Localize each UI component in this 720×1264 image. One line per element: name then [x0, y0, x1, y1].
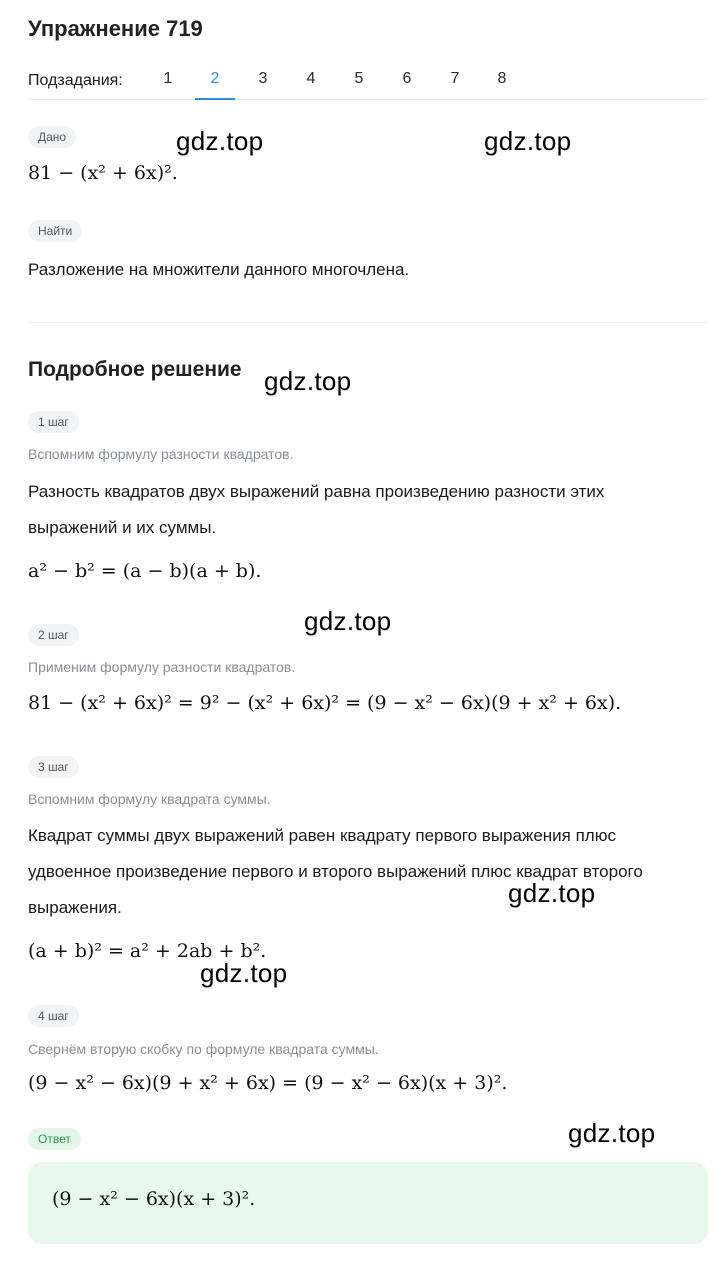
subtask-tab-6[interactable]: 6: [402, 70, 412, 87]
solution-title: Подробное решение: [28, 358, 242, 381]
divider: [28, 322, 708, 323]
step-2-badge: 2 шаг: [28, 624, 79, 646]
answer-formula: (9 − x² − 6x)(x + 3)².: [52, 1188, 256, 1210]
step-4-hint: Свернём вторую скобку по формуле квадрата суммы.: [28, 1041, 379, 1057]
step-2-formula: 81 − (x² + 6x)² = 9² − (x² + 6x)² = (9 − x² − 6x)(9 + x² + 6x).: [28, 692, 622, 714]
subtasks-nav: [28, 68, 708, 100]
find-badge: Найти: [28, 220, 82, 242]
subtask-tab-5[interactable]: 5: [354, 70, 364, 87]
subtask-tab-8[interactable]: 8: [497, 70, 507, 87]
step-1-text: Разность квадратов двух выражений равна произведению разности этих выражений и их суммы.: [28, 482, 605, 537]
step-1-formula: a² − b² = (a − b)(a + b).: [28, 560, 262, 582]
watermark: gdz.top: [484, 126, 572, 156]
subtask-tab-4[interactable]: 4: [306, 70, 316, 87]
given-expression: 81 − (x² + 6x)².: [28, 162, 178, 184]
watermark: gdz.top: [176, 126, 264, 156]
watermark: gdz.top: [508, 878, 596, 908]
subtask-tab-1[interactable]: 1: [163, 70, 173, 87]
step-3-text: Квадрат суммы двух выражений равен квадрату первого выражения плюс удвоенное произведение первого и второго выражений плюс квадрат второго выражения.: [28, 826, 643, 917]
step-1-badge: 1 шаг: [28, 411, 79, 433]
step-1-hint: Вспомним формулу разности квадратов.: [28, 446, 294, 462]
watermark: gdz.top: [304, 606, 392, 636]
subtask-tab-3[interactable]: 3: [258, 70, 268, 87]
subtasks-label: Подзадания:: [28, 72, 123, 89]
step-3-hint: Вспомним формулу квадрата суммы.: [28, 791, 271, 807]
step-4-formula: (9 − x² − 6x)(9 + x² + 6x) = (9 − x² − 6x)(x + 3)².: [28, 1072, 508, 1094]
step-4-badge: 4 шаг: [28, 1005, 79, 1027]
step-2-hint: Применим формулу разности квадратов.: [28, 659, 296, 675]
given-badge: Дано: [28, 126, 76, 148]
answer-box: [28, 1162, 708, 1244]
step-3-badge: 3 шаг: [28, 756, 79, 778]
watermark: gdz.top: [568, 1118, 656, 1148]
watermark: gdz.top: [264, 366, 352, 396]
answer-badge: Ответ: [28, 1128, 81, 1150]
step-3-formula: (a + b)² = a² + 2ab + b².: [28, 940, 267, 962]
subtask-tab-2[interactable]: 2: [195, 70, 235, 100]
page-title: Упражнение 719: [28, 16, 203, 41]
find-text: Разложение на множители данного многочлена.: [28, 260, 410, 279]
watermark: gdz.top: [200, 958, 288, 988]
subtask-tab-7[interactable]: 7: [450, 70, 460, 87]
